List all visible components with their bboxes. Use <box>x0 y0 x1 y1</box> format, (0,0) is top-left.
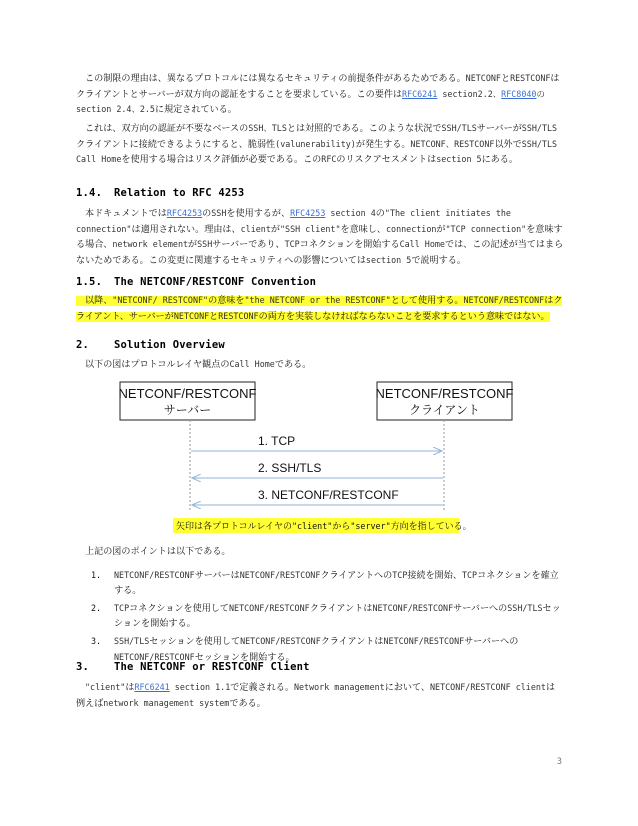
paragraph-client-definition: "client"はRFC6241 section 1.1で定義される。Network managementにおいて、NETCONF/RESTCONF clientは例えばnetwork management systemである。 <box>76 682 556 709</box>
section-heading-1-5: 1.5. The NETCONF/RESTCONF Convention <box>76 276 317 288</box>
client-label-line1: NETCONF/RESTCONF <box>375 386 514 401</box>
list-item: 2. TCPコネクションを使用してNETCONF/RESTCONFクライアントはNETCONF/RESTCONFサーバーへのSSH/TLSセッションを開始する。 <box>91 603 561 629</box>
list-item: 3. SSH/TLSセッションを使用してNETCONF/RESTCONFクライアントはNETCONF/RESTCONFサーバーへのNETCONF/RESTCONFセッションを開始する。 <box>91 636 519 663</box>
rfc6241-link-2[interactable]: RFC6241 <box>134 682 170 692</box>
message-2-label: 2. SSH/TLS <box>258 461 322 475</box>
paragraph-mutual-auth: これは、双方向の認証が不要なベースのSSH、TLSとは対照的である。このような状況でSSH/TLSサーバーがSSH/TLSクライアントに接続できるようにすると、脆弱性(valunerability)が発生する。NETCONF、RESTCONF以外でSSH/TLS Call Homeを使用する場合はリスク評価が必要である。このRFCのリスクアセスメントはsection 5にある。 <box>76 123 558 165</box>
paragraph-points-intro: 上記の図のポイントは以下である。 <box>85 547 231 557</box>
rfc4253-link-2[interactable]: RFC4253 <box>290 208 326 218</box>
paragraph-figure-intro: 以下の図はプロトコルレイヤ観点のCall Homeである。 <box>85 359 312 370</box>
rfc4253-link[interactable]: RFC4253 <box>166 208 203 218</box>
message-1-label: 1. TCP <box>258 434 296 448</box>
points-list <box>76 568 564 668</box>
diagram-caption: 矢印は各プロトコルレイヤの"client"から"server"方向を指している。 <box>176 521 472 532</box>
list-item: 1. NETCONF/RESTCONFサーバーはNETCONF/RESTCONFクライアントへのTCP接続を開始、TCPコネクションを確立する。 <box>91 570 559 596</box>
rfc6241-link[interactable]: RFC6241 <box>402 88 438 99</box>
message-3-label: 3. NETCONF/RESTCONF <box>258 488 399 502</box>
server-label-line1: NETCONF/RESTCONF <box>118 386 257 401</box>
page-number: 3 <box>556 757 562 767</box>
paragraph-restriction-reason: この制限の理由は、異なるプロトコルには異なるセキュリティの前提条件があるためである。NETCONFとRESTCONFはクライアントとサーバーが双方向の認証をすることを要求している。この要件はRFC6241 section2.2、RFC8040のsection 2.4、2.5に規定されている。 <box>76 73 560 115</box>
sequence-diagram-svg <box>0 378 638 538</box>
section-heading-3: 3. The NETCONF or RESTCONF Client <box>76 661 310 673</box>
paragraph-rfc4253: 本ドキュメントではRFC4253のSSHを使用するが、RFC4253 section 4の"The client initiates the connection"は適用されない。理由は、clientが"SSH client"を意味し、connectionが"TCP connection"を意味する場合、network elementがSSHサーバーであり、TCPコネクションを開始するCall Homeでは、この記述が当てはまらないためである。この変更に関連するセキュリティへの影響についてはsection 5で説明する。 <box>76 208 564 266</box>
section-heading-2: 2. Solution Overview <box>76 339 225 351</box>
client-label-line2: クライアント <box>409 403 480 417</box>
section-heading-1-4: 1.4. Relation to RFC 4253 <box>76 187 245 199</box>
rfc8040-link[interactable]: RFC8040 <box>501 88 537 99</box>
call-home-diagram <box>0 378 638 538</box>
server-label-line2: サーバー <box>163 403 212 417</box>
paragraph-convention: 以降、"NETCONF/ RESTCONF"の意味を"the NETCONF or the RESTCONF"として使用する。NETCONF/RESTCONFはクライアント、サーバーがNETCONFとRESTCONFの両方を実装しなければならないことを要求するという意味ではない。 <box>76 295 563 322</box>
